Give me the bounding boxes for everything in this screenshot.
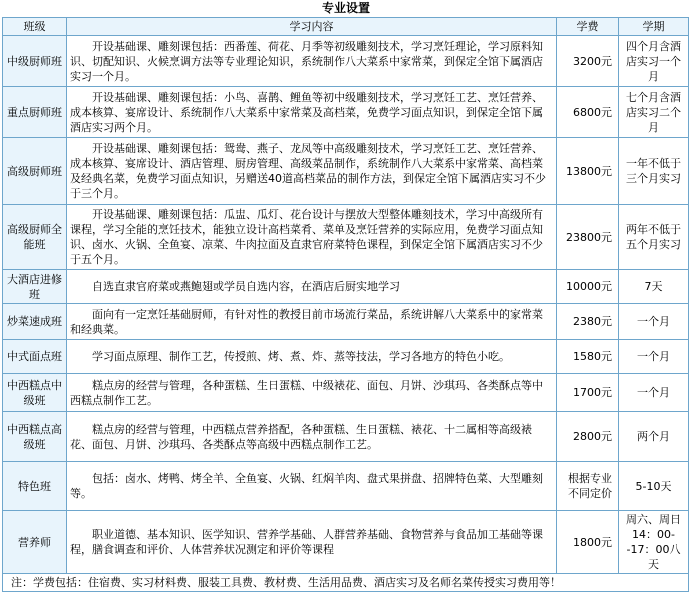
table-row [3,205,689,270]
header-content: 学习内容 [67,18,557,36]
period-cell: 四个月含酒店实习一个月 [619,36,689,87]
page-title: 专业设置 [321,1,370,15]
class-cell: 炒菜速成班 [3,304,67,340]
content-cell: 自选直隶官府菜或燕鲍翅或学员自选内容，在酒店后厨实地学习 [67,270,557,304]
class-cell: 高级厨师班 [3,138,67,205]
class-cell: 中式面点班 [3,340,67,374]
fee-cell: 2380元 [557,304,619,340]
fee-cell: 2800元 [557,412,619,462]
fee-cell: 6800元 [557,87,619,138]
period-cell: 一个月 [619,340,689,374]
content-cell: 包括：卤水、烤鸭、烤全羊、全鱼宴、火锅、红焖羊肉、盘式果拼盘、招牌特色菜、大型雕刻等。 [67,462,557,511]
table-row [3,511,689,574]
content-cell: 职业道德、基本知识、医学知识、营养学基础、人群营养基础、食物营养与食品加工基础等课程，膳食调查和评价、人体营养状况测定和评价等课程 [67,511,557,574]
class-cell: 中西糕点高级班 [3,412,67,462]
fee-cell: 1700元 [557,374,619,412]
fee-cell: 1580元 [557,340,619,374]
fee-cell: 13800元 [557,138,619,205]
class-cell: 中西糕点中级班 [3,374,67,412]
period-cell: 5-10天 [619,462,689,511]
content-cell: 糕点房的经营与管理，各种蛋糕、生日蛋糕、中级裱花、面包、月饼、沙琪玛、各类酥点等中西糕点制作工艺。 [67,374,557,412]
fee-cell: 23800元 [557,205,619,270]
content-cell: 开设基础课、雕刻课包括：小鸟、喜鹊、鲤鱼等初中级雕刻技术，学习烹饪工艺、烹饪营养、成本核算、宴席设计、系统制作八大菜系中家常菜及高档菜，免费学习面点知识，到保定全馆下属酒店实习两个月。 [67,87,557,138]
table-row [3,138,689,205]
period-cell: 两年不低于五个月实习 [619,205,689,270]
fee-cell: 1800元 [557,511,619,574]
period-cell: 7天 [619,270,689,304]
class-cell: 重点厨师班 [3,87,67,138]
note-row [3,574,689,592]
period-cell: 一个月 [619,304,689,340]
table-row [3,270,689,304]
fee-cell: 根据专业不同定价 [557,462,619,511]
table-row [3,304,689,340]
content-cell: 面向有一定烹饪基础厨师，有针对性的教授目前市场流行菜品，系统讲解八大菜系中的家常菜和经典菜。 [67,304,557,340]
content-cell: 开设基础课、雕刻课包括：西番莲、荷花、月季等初级雕刻技术，学习烹饪理论，学习原料知识、切配知识、火候烹调方法等专业理论知识，系统制作八大菜系中家常菜，到保定全馆下属酒店实习一个月。 [67,36,557,87]
header-fee: 学费 [557,18,619,36]
table-row [3,462,689,511]
table-row [3,374,689,412]
table-row [3,36,689,87]
class-cell: 中级厨师班 [3,36,67,87]
fee-note: 注：学费包括：住宿费、实习材料费、服装工具费、教材费、生活用品费、酒店实习及名师名菜传授实习费用等！ [3,574,689,592]
table-row [3,340,689,374]
table-row [3,87,689,138]
period-cell: 周六、周日14：00--17：00八天 [619,511,689,574]
content-cell: 开设基础课、雕刻课包括：鸳鸯、燕子、龙凤等中高级雕刻技术，学习烹饪工艺、烹饪营养、成本核算、宴席设计、酒店管理、厨房管理、高级菜品制作，系统制作八大菜系中家常菜、高档菜及经典名菜，免费学习面点知识，另赠送40道高档菜品的制作方法，到保定全馆下属酒店实习不少于三个月。 [67,138,557,205]
course-table [2,17,689,592]
class-cell: 特色班 [3,462,67,511]
class-cell: 大酒店进修班 [3,270,67,304]
period-cell: 一年不低于三个月实习 [619,138,689,205]
class-cell: 高级厨师全能班 [3,205,67,270]
period-cell: 七个月含酒店实习二个月 [619,87,689,138]
content-cell: 开设基础课、雕刻课包括：瓜盅、瓜灯、花台设计与摆放大型整体雕刻技术，学习中高级所有课程，学习全能的烹饪技术，能独立设计高档菜肴、菜单及烹饪营养的实际应用，免费学习面点知识、卤水、火锅、全鱼宴、凉菜、牛肉拉面及直隶官府菜特色课程，到保定全馆下属酒店实习不少于五个月。 [67,205,557,270]
header-class: 班级 [3,18,67,36]
class-cell: 营养师 [3,511,67,574]
content-cell: 学习面点原理、制作工艺，传授煎、烤、煮、炸、蒸等技法，学习各地方的特色小吃。 [67,340,557,374]
fee-cell: 10000元 [557,270,619,304]
period-cell: 一个月 [619,374,689,412]
header-row [3,18,689,36]
table-row [3,412,689,462]
period-cell: 两个月 [619,412,689,462]
fee-cell: 3200元 [557,36,619,87]
header-period: 学期 [619,18,689,36]
content-cell: 糕点房的经营与管理，中西糕点营养搭配，各种蛋糕、生日蛋糕、裱花、十二属相等高级裱花、面包、月饼、沙琪玛、各类酥点等高级中西糕点制作工艺。 [67,412,557,462]
